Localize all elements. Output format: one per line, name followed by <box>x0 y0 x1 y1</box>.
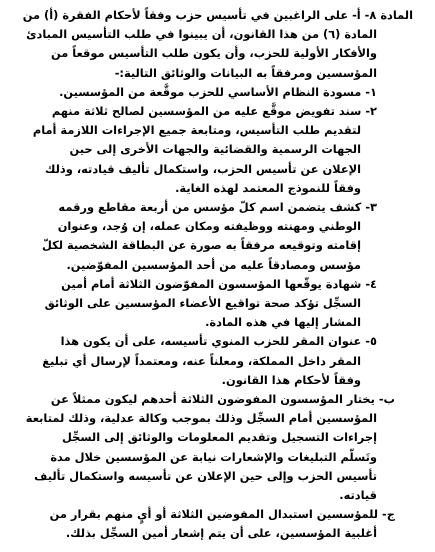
item-3-line-3: إقامته وتوقيعه مرفقاً به صورة عن البطاقة الشخصية لكلّ <box>41 238 361 253</box>
article-8-b-line-4: وتَسلُّم التبليغات والإشعارات نيابة عن المؤسسين خلال مدة <box>50 449 377 464</box>
item-4-line-1: ٤- شهادة يوقّعها المؤسسون المفوّضون الثلاثة أمام أمين <box>61 276 377 291</box>
article-8-c-line-1: ج- للمؤسسين استبدال المفوضين الثلاثة أو أيٍ منهم بقرار من <box>49 507 395 522</box>
item-2-line-4: الإعلان عن تأسيس الحزب، واستكمال تأليف قيادته، وذلك <box>45 161 361 176</box>
item-3-line-2: الوطني ومهنته ووظيفته ومكان عمله، إن وُجد، وعنوان <box>57 219 361 234</box>
article-8-b-line-3: إجراءات التسجيل وتقديم المعلومات والوثائق إلى السجِّل <box>61 430 377 445</box>
item-2-line-3: الجهات الرسمية والقضائية والجهات الأخرى إلى حين <box>69 142 361 157</box>
article-8-c-line-2: أغلبية المؤسسين، على أن يتم إشعار أمين السجِّل بذلك. <box>65 526 377 541</box>
item-5-line-3: وفقاً لأحكام هذا القانون. <box>221 372 361 387</box>
item-2-line-2: لتقديم طلب التأسيس، ومتابعة جميع الإجراءات اللازمة أمام <box>32 123 361 138</box>
article-8-b-line-1: ب- يختار المؤسسون المفوضون الثلاثة أحدهم ليكون ممثلاً عن <box>50 392 395 407</box>
item-3-line-4: مؤسس ومصادقاً عليه من أحد المؤسسين المفوّضين. <box>66 257 361 272</box>
item-2-line-1: ٢- سند تفويض موقَّع عليه من المؤسسين لصالح ثلاثة منهم <box>51 104 377 119</box>
article-8-b-line-2: المؤسسين أمام السجِّل وذلك بموجب وكالة عدلية، وذلك لمتابعة <box>25 411 377 426</box>
item-5-line-2: المقر داخل المملكة، ومعلناً عنه، ومعتمداً لإرسال أي تبليغ <box>42 353 361 368</box>
article-8-b-line-5: تأسيس الحزب وإلى حين الإعلان عن تأسيسه واستكمال تأليف <box>34 468 377 483</box>
item-5-line-1: ٥- عنوان المقر للحزب المنوي تأسيسه، على أن يكون هذا <box>60 334 377 349</box>
item-2-line-5: وفقاً للنموذج المعتمد لهذه الغاية. <box>175 180 361 195</box>
article-8-a-line-1: المادة ٨- أ- على الراغبين في تأسيس حزب وفقاً لأحكام الفقرة (أ) من <box>22 8 413 22</box>
article-8-a-line-2: المادة (٦) من هذا القانون، أن يبينوا في طلب التأسيس المبادئ <box>26 27 377 42</box>
article-8-a-line-3: والأفكار الأولية للحزب، وأن يكون طلب التأسيس موقعاً من <box>50 46 377 61</box>
item-4-line-2: السجِّل تؤكد صحة تواقيع الأعضاء المؤسسين على الوثائق <box>44 296 361 311</box>
item-3-line-1: ٣- كشف يتضمن اسم كلّ مؤسس من أربعة مقاطع ورقمه <box>58 200 377 215</box>
item-4-line-3: المشار إليها في هذه المادة. <box>205 315 361 330</box>
article-8-a-line-4: المؤسسين ومرفقاً به البيانات والوثائق التالية:- <box>114 65 377 80</box>
item-1-line-1: ١- مسودة النظام الأساسي للحزب موقَّعة من المؤسسين. <box>59 84 377 99</box>
article-8-b-line-6: قيادته. <box>339 488 377 503</box>
